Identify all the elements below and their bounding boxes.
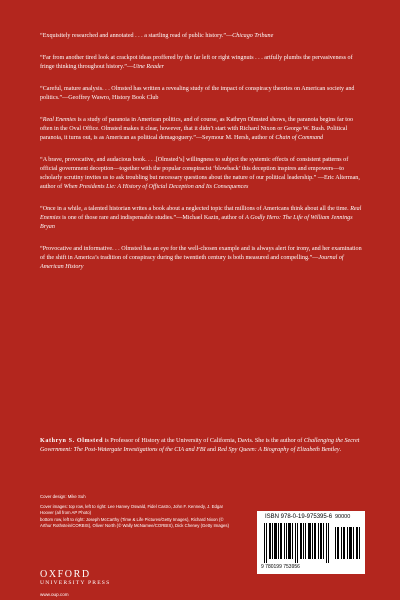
praise-quotes [40, 32, 366, 285]
cover-images-credit: Cover images: top row, left to right: Lee Harvey Oswald, Fidel Castro, John F. Kennedy, J. Edgar Hoover (all from AP Photo) bottom row, left to right: Joseph McCarthy (Time & Life Pictures/Getty Images), Richard Nixon (© Arthur Rothstein/CORBIS), Oliver North (© Wally McNamee/CORBIS), Dick Cheney (Getty Images) [40, 504, 230, 528]
cover-design-credit: Cover design: Mike Suh [40, 494, 86, 499]
barcode-bars [263, 523, 331, 563]
blurb-michael-kazin: “Once in a while, a talented historian writes a book about a neglected topic that millions of Americans think about all the time. Real Enemies is one of those rare and indispensable studies.”—Michael Kazin, author of A Godly Hero: The Life of William Jennings Bryan [40, 206, 362, 230]
blurb-chicago-tribune: “Exquisitely researched and annotated . . . a startling read of public history.”—Chicago Tribune [40, 33, 274, 39]
publisher-url: www.oup.com [40, 592, 69, 597]
barcode-digits: 9 780199 753956 [261, 564, 300, 570]
author-name: Kathryn S. Olmsted [40, 438, 104, 444]
blurb-journal-american-history: “Provocative and informative. . . Olmsted has an eye for the well-chosen example and is always alert for irony, and her examination of the shift in America’s tradition of conspiracy during the twentieth century is both measured and compelling.”—Journal of American History [40, 246, 362, 270]
university-press-logo: UNIVERSITY PRESS [40, 580, 111, 586]
blurb-utne-reader: “Far from another tired look at crackpot ideas proffered by the far left or right wingnuts . . . artfully plumbs the pervasiveness of fringe thinking throughout history.”—Utne Reader [40, 55, 353, 70]
addon-barcode-bars [335, 523, 361, 559]
oxford-logo: OXFORD [40, 569, 91, 580]
author-bio: Kathryn S. Olmsted is Professor of History at the University of California, Davis. She is the author of Challenging the Secret Government: The Post-Watergate Investigations of the CIA and FBI and Red Spy Queen: A Biography of Elizabeth Bentley. [40, 438, 360, 453]
blurb-history-book-club: “Careful, mature analysis. . . Olmsted has written a revealing study of the impact of conspiracy theories on American society and politics.”—Geoffrey Wawro, History Book Club [40, 86, 355, 101]
isbn-number: ISBN 978-0-19-975395-6 [265, 514, 333, 520]
blurb-seymour-hersh: “Real Enemies is a study of paranoia in American politics, and of course, as Kathryn Olmsted shows, the paranoia begins far too often in the Oval Office. Olmsted makes it clear, however, that it didn’t start with Richard Nixon or George W. Bush. Political paranoia, it turns out, is as American as political demagoguery.”—Seymour M. Hersh, author of Chain of Command [40, 117, 354, 141]
price-addon-number: 90000 [335, 514, 351, 520]
blurb-eric-alterman: “A brave, provocative, and audacious book. . . .[Olmsted’s] willingness to subject the systemic effects of consistent patterns of official government deception—together with the popular conspiracist ‘blowback’ this deception inspires and empowers—to scholarly scrutiny invites us to ask troubling but necessary questions about the nature of our political leadership.” —Eric Alterman, author of When Presidents Lie: A History of Official Deception and Its Consequences [40, 157, 360, 190]
isbn-barcode [257, 511, 365, 574]
